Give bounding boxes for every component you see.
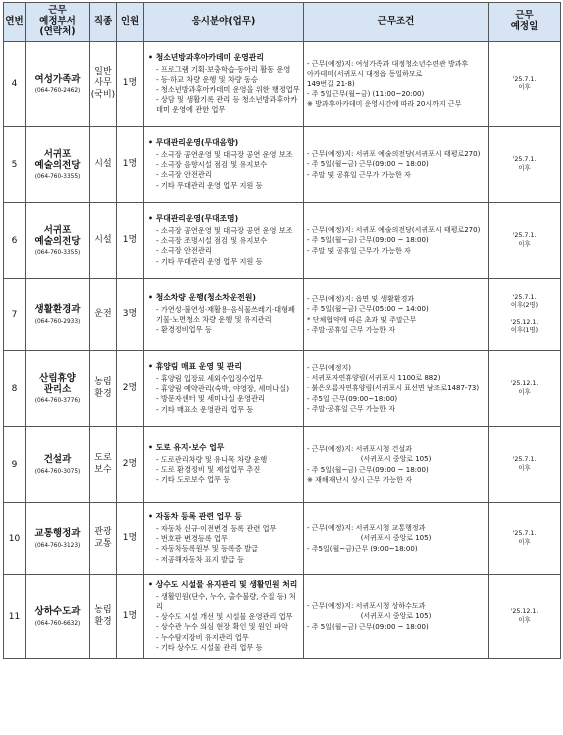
dept-cell (26, 575, 90, 659)
duties-cell (144, 427, 304, 503)
duty-item: - 상수관 누수 의심 현장 확인 및 원인 파악 (156, 622, 288, 632)
dept-cell (26, 503, 90, 575)
row-number: 4 (4, 42, 26, 127)
duty-item: - 소극장 공연운영 및 대극장 공연 운영 보조 (156, 226, 293, 236)
conditions-cell (304, 351, 489, 427)
condition-line: - 주 5일(월~금) 근무(09:00 ~ 18:00) (307, 622, 429, 631)
condition-line: (서귀포시 중앙로 105) (360, 612, 432, 621)
condition-line: ※ 방과후아카데미 운영시간에 따라 20시까지 근무 (307, 100, 462, 109)
duties-cell (144, 42, 304, 127)
conditions-cell (304, 203, 489, 279)
condition-line: (서귀포시 중앙로 105) (360, 455, 432, 464)
table-row (4, 427, 561, 503)
condition-line: · 붉은오름자연휴양림(서귀포시 표선면 남조로1487-73) (307, 384, 480, 393)
period-line: 이후 (518, 538, 531, 546)
duty-item: - 생활민원(단수, 누수, 출수불량, 수질 등) 처리 (156, 592, 296, 612)
dept-name: 상하수도과 (34, 606, 81, 618)
duty-item: - 기타 상수도 시설물 관리 업무 등 (156, 642, 263, 652)
period-line: '25.7.1. (512, 294, 537, 302)
header-period: 근무 예정일 (489, 3, 561, 42)
headcount: 1명 (117, 575, 144, 659)
conditions-cell (304, 503, 489, 575)
condition-line: - 주말·공휴일 근무 가능한 자 (307, 404, 396, 413)
dept-cell (26, 351, 90, 427)
period-line: '25.7.1. (512, 530, 537, 538)
job-category: 일반 사무 (국비) (90, 42, 117, 127)
period-line: 이후(2명) (510, 302, 539, 310)
headcount: 1명 (117, 203, 144, 279)
duty-item: - 휴양림 입장료 세외수입징수업무 (156, 374, 263, 384)
period-line: 이후 (518, 164, 531, 172)
duty-item: - 방문자센터 및 세미나실 운영관리 (156, 394, 265, 404)
period-line: '25.7.1. (512, 156, 537, 164)
condition-line: * 단체협약에 따른 초과 및 주말근무 (307, 315, 417, 324)
dept-name: 교통행정과 (34, 528, 81, 540)
condition-line: - 주 5일(월~금) 근무(09:00 ~ 18:00) (307, 465, 429, 474)
dept-cell (26, 203, 90, 279)
dept-phone: (064-760-3355) (34, 250, 81, 257)
row-number: 7 (4, 279, 26, 351)
period-line: 이후 (518, 388, 531, 396)
job-category: 운전 (90, 279, 117, 351)
row-number: 8 (4, 351, 26, 427)
job-category: 농림 환경 (90, 575, 117, 659)
duties-cell (144, 351, 304, 427)
dept-cell (26, 427, 90, 503)
duties-cell (144, 575, 304, 659)
row-number: 11 (4, 575, 26, 659)
condition-line: - 주5일(월~금)근무 (9:00~18:00) (307, 544, 418, 553)
condition-line: - 주 5일(월~금) 근무(09:00 ~ 18:00) (307, 160, 429, 169)
job-posting-table (3, 2, 561, 659)
dept-phone: (064-760-2462) (34, 88, 81, 95)
period-line: '25.7.1. (512, 232, 537, 240)
period-line: 이후 (518, 464, 531, 472)
duty-item: - 소극장 조명시설 점검 및 유지보수 (156, 236, 268, 246)
table-row (4, 503, 561, 575)
period-line: '25.7.1. (512, 75, 537, 83)
dept-phone: (064-760-3075) (34, 468, 81, 475)
dept-phone: (064-760-3776) (34, 398, 81, 405)
duties-cell (144, 203, 304, 279)
header-no: 연번 (4, 3, 26, 42)
row-number: 10 (4, 503, 26, 575)
period-cell (489, 427, 561, 503)
duty-item: - 기타 도로보수 업무 등 (156, 475, 231, 485)
duty-item: - 환경정비업무 등 (156, 325, 212, 335)
header-field: 응시분야(업무) (144, 3, 304, 42)
period-line: 이후(1명) (510, 326, 539, 334)
job-category: 시설 (90, 127, 117, 203)
job-category: 시설 (90, 203, 117, 279)
condition-line: ※ 재해재난시 상시 근무 가능한 자 (307, 475, 412, 484)
duty-item: - 휴양림 예약관리(숙박, 야영장, 세미나실) (156, 384, 290, 394)
period-cell (489, 42, 561, 127)
period-line: '25.7.1. (512, 456, 537, 464)
condition-line: 아카데미(서귀포시 대정읍 동일하모로 (307, 69, 423, 78)
duty-item: - 번호판 변경등록 업무 (156, 534, 228, 544)
duty-title: • 도로 유지·보수 업무 (148, 443, 225, 453)
period-line: 이후 (518, 84, 531, 91)
condition-line: - 근무(예정)지: 서귀포 예술의전당(서귀포시 태평로270) (307, 150, 481, 159)
condition-line: - 근무(예정)지: 여성가족과 대정청소년수련관 방과후 (307, 59, 469, 68)
condition-line: - 주 5일(월~금) 근무(09:00 ~ 18:00) (307, 236, 429, 245)
duty-item: - 기타 매표소 운영관리 업무 등 (156, 404, 254, 414)
headcount: 1명 (117, 42, 144, 127)
duty-item: - 누수탐지장비 유지관리 업무 (156, 632, 249, 642)
condition-line: - 근무(예정)지: 서귀포시청 건설과 (307, 445, 412, 454)
condition-line: · 서귀포자연휴양림(서귀포시 1100로 882) (307, 374, 441, 383)
table-row (4, 351, 561, 427)
duty-item: - 소극장 안전관리 (156, 246, 212, 256)
condition-line: - 근무(예정)지: 서귀포시청 상하수도과 (307, 602, 426, 611)
conditions-cell (304, 42, 489, 127)
row-number: 6 (4, 203, 26, 279)
duty-item: - 소극장 공연운영 및 대극장 공연 운영 보조 (156, 150, 293, 160)
headcount: 2명 (117, 427, 144, 503)
condition-line: - 주 5일근무(월~금) (11:00~20:00) (307, 90, 425, 99)
dept-phone: (064-760-2933) (34, 318, 81, 325)
period-line: 이후 (518, 240, 531, 248)
headcount: 2명 (117, 351, 144, 427)
period-line: '25.12.1. (510, 318, 539, 326)
duty-item: - 기타 무대관리 운영 업무 지원 등 (156, 180, 263, 190)
duty-item: - 상수도 시설 개선 및 시설물 운영관리 업무 (156, 612, 293, 622)
dept-cell (26, 279, 90, 351)
duty-item: - 상담 및 생활기록 관리 등 청소년방과후아카데미 운영에 관한 업무 (156, 94, 298, 115)
header-count: 인원 (117, 3, 144, 42)
dept-cell (26, 42, 90, 127)
row-number: 5 (4, 127, 26, 203)
duty-item: - 자동차등록원부 및 등록증 발급 (156, 544, 258, 554)
headcount: 1명 (117, 127, 144, 203)
duty-item: - 저공해자동차 표지 발급 등 (156, 554, 245, 564)
condition-line: - 주말 및 공휴일 근무가 가능한 자 (307, 170, 411, 179)
headcount: 1명 (117, 503, 144, 575)
duty-item: - 도로 환경정비 및 제설업무 추진 (156, 465, 261, 475)
period-cell (489, 127, 561, 203)
headcount: 3명 (117, 279, 144, 351)
conditions-cell (304, 575, 489, 659)
dept-phone: (064-760-6632) (34, 620, 81, 627)
condition-line: - 근무(예정)지: 서귀포시청 교통행정과 (307, 524, 426, 533)
table-row (4, 203, 561, 279)
duty-item: - 자동차 신규·이전변경 등록 관련 업무 (156, 524, 277, 534)
dept-name: 생활환경과 (34, 304, 81, 316)
header-conditions: 근무조건 (304, 3, 489, 42)
job-category: 관광 교통 (90, 503, 117, 575)
duty-title: • 무대관리운영(무대음향) (148, 138, 239, 148)
table-row (4, 575, 561, 659)
duty-title: • 상수도 시설물 유지관리 및 생활민원 처리 (148, 580, 298, 590)
duties-cell (144, 503, 304, 575)
condition-line: (서귀포시 중앙로 105) (360, 534, 432, 543)
header-category: 직종 (90, 3, 117, 42)
condition-line: - 근무(예정지) (307, 364, 352, 373)
period-line: '25.12.1. (510, 608, 539, 616)
duty-title: • 청소차량 운행(청소차운전원) (148, 293, 256, 303)
duty-item: - 가연성·불연성·재활용·음식물쓰레기·대형폐기물·노면청소 차량 운행 및 유지관리 (156, 305, 295, 325)
duty-item: - 소극장 음향시설 점검 및 유지보수 (156, 160, 268, 170)
condition-line: - 주말·공휴일 근무 가능한 자 (307, 325, 396, 334)
duty-title: • 청소년방과후아카데미 운영관리 (148, 52, 264, 62)
job-category: 도로 보수 (90, 427, 117, 503)
duty-item: - 등·하교 차량 운행 및 차량 동승 (156, 74, 258, 84)
dept-name: 서귀포 예술의전당 (34, 224, 81, 247)
duty-title: • 무대관리운영(무대조명) (148, 214, 239, 224)
condition-line: 149번길 21-8) (307, 79, 355, 88)
duty-item: - 청소년방과후아카데미 운영을 위한 행정업무 (156, 84, 300, 94)
period-cell (489, 351, 561, 427)
table-row (4, 127, 561, 203)
dept-name: 여성가족과 (34, 73, 81, 85)
dept-phone: (064-760-3123) (34, 542, 81, 549)
conditions-cell (304, 427, 489, 503)
dept-name: 산림휴양 관리소 (39, 372, 76, 395)
dept-cell (26, 127, 90, 203)
duty-title: • 자동차 등록 관련 업무 등 (148, 512, 242, 522)
period-cell (489, 203, 561, 279)
duty-item: - 기타 무대관리 운영 업무 지원 등 (156, 256, 263, 266)
duties-cell (144, 279, 304, 351)
period-cell (489, 279, 561, 351)
job-category: 농림 환경 (90, 351, 117, 427)
dept-name: 서귀포 예술의전당 (34, 148, 81, 171)
period-cell (489, 503, 561, 575)
conditions-cell (304, 279, 489, 351)
duties-cell (144, 127, 304, 203)
duty-item: - 도로관리차량 및 유니목 차량 운행 (156, 455, 268, 465)
header-row (4, 3, 561, 42)
table-row (4, 42, 561, 127)
period-line: 이후 (518, 616, 531, 624)
header-dept: 근무 예정부서 (연락처) (26, 3, 90, 42)
period-cell (489, 575, 561, 659)
dept-phone: (064-760-3355) (34, 174, 81, 181)
period-gap (489, 311, 560, 319)
period-line: '25.12.1. (510, 380, 539, 388)
row-number: 9 (4, 427, 26, 503)
table-row (4, 279, 561, 351)
conditions-cell (304, 127, 489, 203)
condition-line: - 근무(예정)지: 서귀포 예술의전당(서귀포시 태평로270) (307, 226, 481, 235)
duty-item: - 소극장 안전관리 (156, 170, 212, 180)
condition-line: - 주말 및 공휴일 근무가 가능한 자 (307, 246, 411, 255)
condition-line: - 주 5일(월~금) 근무(05:00 ~ 14:00) (307, 305, 429, 314)
condition-line: - 근무(예정)지: 읍면 및 생활환경과 (307, 295, 415, 304)
dept-name: 건설과 (43, 454, 72, 466)
condition-line: - 주5일 근무(09:00~18:00) (307, 394, 398, 403)
duty-title: • 휴양림 매표 운영 및 관리 (148, 362, 242, 372)
duty-item: - 프로그램 기획·보충학습·동아리 활동 운영 (156, 64, 291, 74)
